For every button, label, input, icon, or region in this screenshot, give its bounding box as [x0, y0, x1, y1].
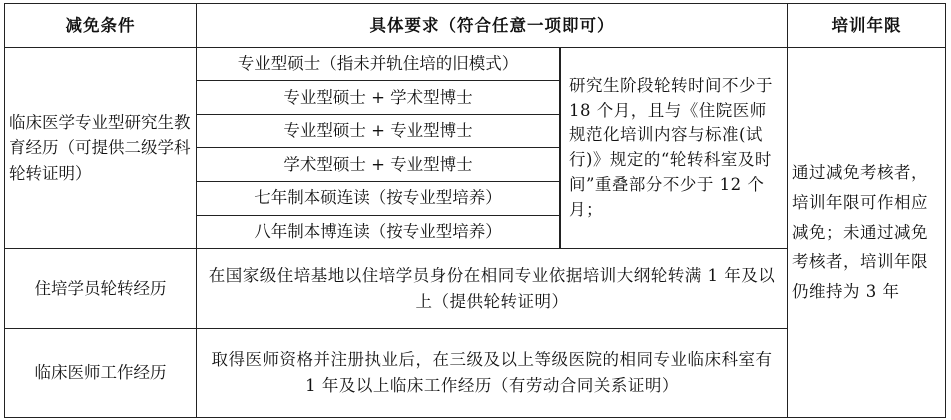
condition-resident-rotation: 住培学员轮转经历 — [5, 249, 197, 329]
degree-item: 专业型硕士 + 学术型博士 — [197, 81, 560, 115]
degree-item: 专业型硕士（指未并轨住培的旧模式） — [197, 48, 560, 81]
degree-item: 学术型硕士 + 专业型博士 — [197, 148, 560, 182]
requirement-resident-rotation: 在国家级住培基地以住培学员身份在相同专业依据培训大纲轮转满 1 年及以上（提供轮转证明） — [197, 249, 788, 329]
rotation-note: 研究生阶段轮转时间不少于 18 个月，且与《住院医师规范化培训内容与标准(试行)》规定的“轮转科室及时间”重叠部分不少于 12 个月； — [561, 48, 788, 249]
condition-physician-work: 临床医师工作经历 — [5, 329, 197, 418]
requirement-physician-work: 取得医师资格并注册执业后，在三级及以上等级医院的相同专业临床科室有 1 年及以上临床工作经历（有劳动合同关系证明） — [197, 329, 788, 418]
condition-postgraduate: 临床医学专业型研究生教育经历（可提供二级学科轮转证明） — [5, 48, 197, 249]
exemption-table — [4, 3, 946, 418]
degree-list — [197, 48, 560, 248]
header-training-years: 培训年限 — [788, 4, 946, 48]
degree-item: 七年制本硕连读（按专业型培养） — [197, 182, 560, 216]
degree-list-cell — [197, 48, 561, 249]
degree-item: 八年制本博连读（按专业型培养） — [197, 215, 560, 248]
row-postgraduate — [5, 48, 946, 249]
header-conditions: 减免条件 — [5, 4, 197, 48]
header-row — [5, 4, 946, 48]
header-requirements: 具体要求（符合任意一项即可） — [197, 4, 788, 48]
degree-item: 专业型硕士 + 专业型博士 — [197, 114, 560, 148]
training-years-note: 通过减免考核者，培训年限可作相应减免；未通过减免考核者，培训年限仍维持为 3 年 — [788, 48, 946, 418]
